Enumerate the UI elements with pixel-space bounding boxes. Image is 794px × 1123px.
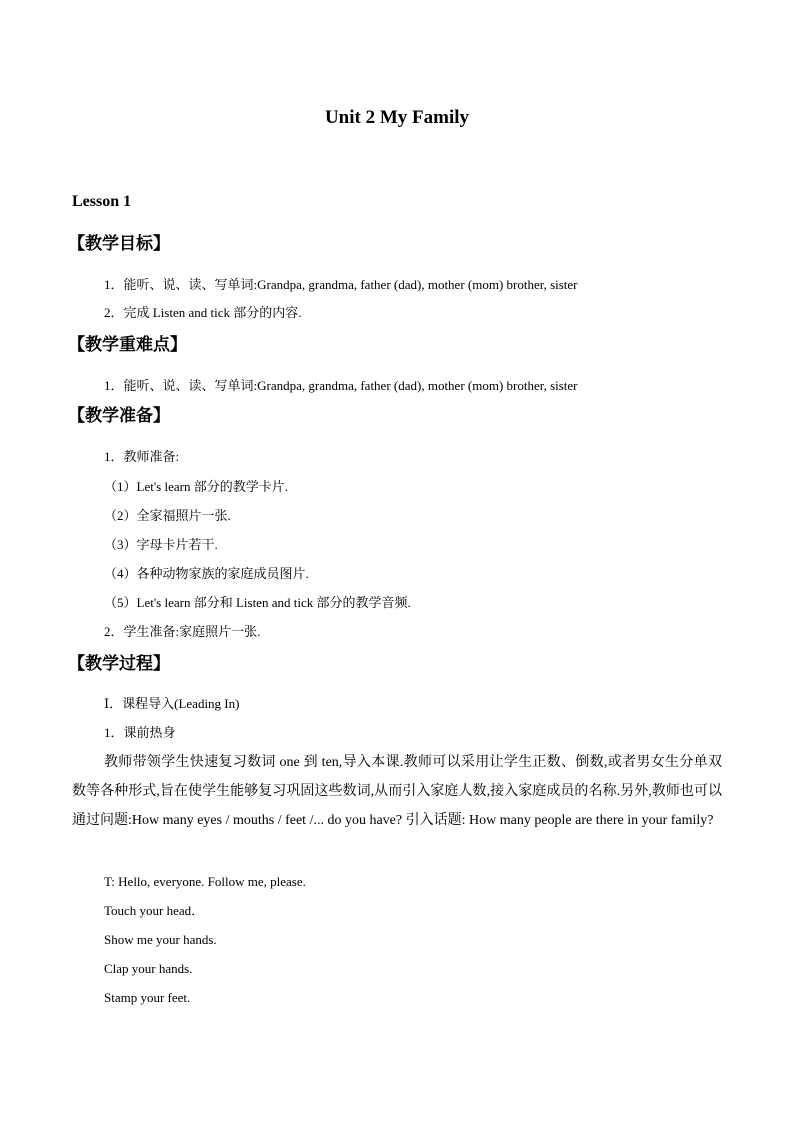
preparation-item: （1）Let's learn 部分的教学卡片. (104, 479, 288, 494)
preparation-item: 1．教师准备: (104, 449, 180, 464)
preparation-item: （3）字母卡片若干. (104, 537, 218, 552)
process-step: Ⅰ．课程导入(Leading In) (104, 696, 240, 711)
preparation-item: （4）各种动物家族的家庭成员图片. (104, 566, 309, 581)
objective-item: 1．能听、说、读、写单词:Grandpa, grandma, father (dad), mother (mom) brother, sister (104, 277, 578, 292)
section-heading-process: 【教学过程】 (68, 654, 170, 674)
dialogue-line: Stamp your feet. (104, 990, 191, 1005)
section-heading-preparation: 【教学准备】 (68, 406, 170, 426)
process-paragraph: 教师带领学生快速复习数词 one 到 ten,导入本课.教师可以采用让学生正数、倒数,或者男女生分单双数等各种形式,旨在使学生能够复习巩固这些数词,从而引入家庭人数,接入家庭成员的名称.另外,教师也可以通过问题:How many eyes / mouths / feet /... do you have? 引入话题: How many people are there in your family? (72, 755, 722, 828)
section-heading-key-points: 【教学重难点】 (68, 335, 187, 355)
dialogue-line: Touch your head． (104, 903, 205, 918)
dialogue-line: Clap your hands. (104, 961, 193, 976)
dialogue-line: T: Hello, everyone. Follow me, please. (104, 874, 306, 889)
preparation-item: 2．学生准备:家庭照片一张. (104, 624, 261, 639)
lesson-heading: Lesson 1 (72, 193, 132, 210)
objective-item: 2．完成 Listen and tick 部分的内容. (104, 305, 302, 320)
document-title: Unit 2 My Family (324, 107, 470, 128)
key-point-item: 1．能听、说、读、写单词:Grandpa, grandma, father (dad), mother (mom) brother, sister (104, 378, 578, 393)
preparation-item: （2）全家福照片一张. (104, 508, 231, 523)
section-heading-objectives: 【教学目标】 (68, 234, 170, 254)
dialogue-line: Show me your hands. (104, 932, 217, 947)
process-substep: 1．课前热身 (104, 725, 176, 740)
preparation-item: （5）Let's learn 部分和 Listen and tick 部分的教学音频. (104, 595, 411, 610)
